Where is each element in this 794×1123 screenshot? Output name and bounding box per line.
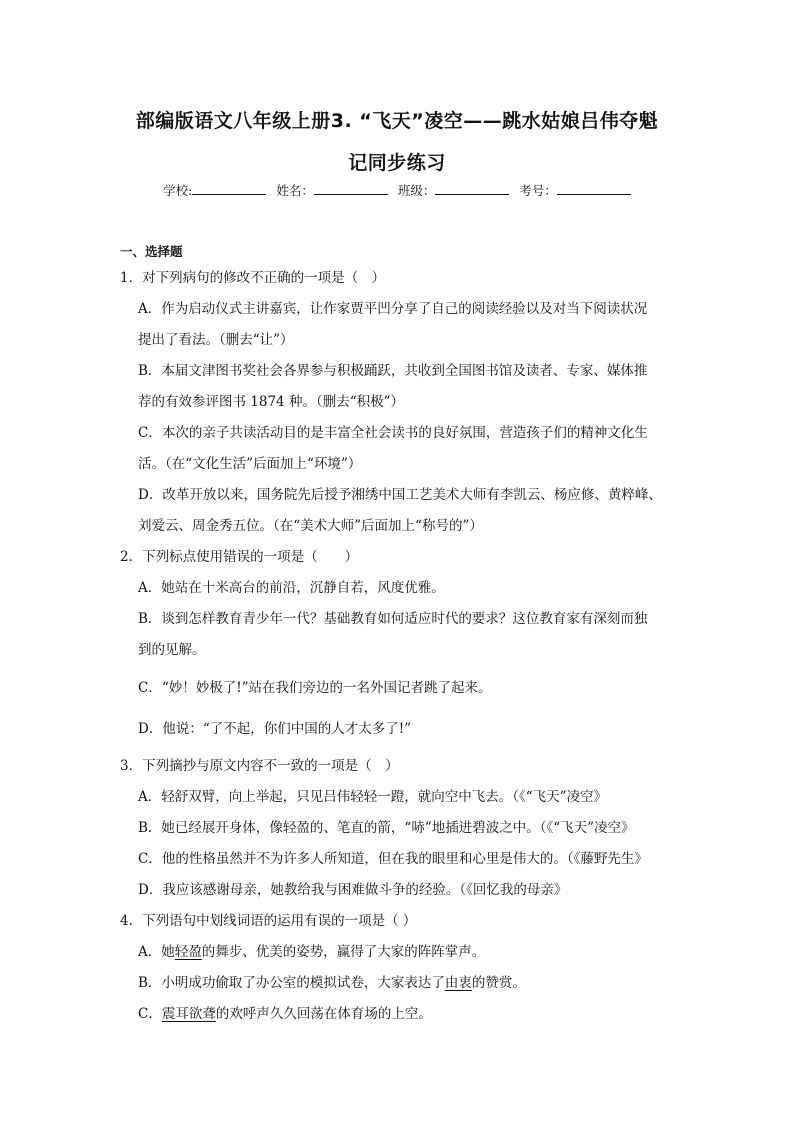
- question-2-option-a: A．她站在十米高台的前沿，沉静自若，风度优雅。: [138, 580, 445, 596]
- section-heading: 一、选择题: [120, 244, 183, 259]
- name-label: 姓名：: [276, 183, 314, 198]
- option-text: C．: [138, 1006, 162, 1022]
- class-label: 班级：: [397, 183, 436, 198]
- document-title-line-2: 记同步练习: [348, 152, 446, 174]
- option-text: B．小明成功偷取了办公室的模拟试卷，大家表达了: [138, 975, 445, 991]
- school-label: 学校:: [163, 183, 193, 198]
- question-2-stem: 2．下列标点使用错误的一项是（ ）: [120, 549, 359, 565]
- underlined-word: 轻盈: [174, 944, 202, 960]
- question-1-option-b: B．本届文津图书奖社会各界参与积极踊跃，共收到全国图书馆及读者、专家、媒体推: [138, 363, 648, 379]
- question-2-option-d: D．他说：“了不起，你们中国的人才太多了!”: [138, 721, 412, 737]
- question-3-option-d: D．我应该感谢母亲，她教给我与困难做斗争的经验。（《回忆我的母亲》: [138, 882, 568, 898]
- question-1-option-c: C．本次的亲子共读活动目的是丰富全社会读书的良好氛围，营造孩子们的精神文化生: [138, 425, 648, 441]
- underlined-word: 由衷: [444, 975, 472, 991]
- question-3-option-b: B．她已经展开身体，像轻盈的、笔直的箭，“哧”地插进碧波之中。（《“飞天”凌空》: [138, 820, 635, 836]
- student-info-row: [0, 181, 794, 199]
- question-1-option-a: A．作为启动仪式主讲嘉宾，让作家贾平凹分享了自己的阅读经验以及对当下阅读状况: [138, 301, 648, 317]
- question-2-option-c: C．“妙！妙极了!”站在我们旁边的一名外国记者跳了起来。: [138, 680, 492, 696]
- question-4-option-c: [138, 1005, 432, 1023]
- option-text: 的欢呼声久久回荡在体育场的上空。: [215, 1006, 432, 1022]
- question-1-option-d-cont: 刘爱云、周金秀五位。（在“美术大师”后面加上“称号的”）: [138, 518, 483, 534]
- question-4-option-b: [138, 974, 526, 992]
- question-1-option-d: D．改革开放以来，国务院先后授予湘绣中国工艺美术大师有李凯云、杨应修、黄粹峰、: [138, 487, 662, 503]
- class-blank[interactable]: [435, 182, 509, 195]
- school-blank[interactable]: [192, 182, 266, 195]
- question-3-stem: 3．下列摘抄与原文内容不一致的一项是（ ）: [120, 758, 399, 774]
- question-3-option-a: A．轻舒双臂，向上举起，只见吕伟轻轻一蹬，就向空中飞去。（《“飞天”凌空》: [138, 789, 608, 805]
- option-text: 的舞步、优美的姿势，赢得了大家的阵阵掌声。: [201, 944, 486, 960]
- question-1-option-a-cont: 提出了看法。（删去“让”）: [138, 332, 294, 348]
- question-4-stem: 4．下列语句中划线词语的运用有误的一项是（ ）: [120, 913, 417, 929]
- question-2-option-b: B．谈到怎样教育青少年一代？基础教育如何适应时代的要求？这位教育家有深刻而独: [138, 611, 648, 627]
- question-4-option-a: [138, 943, 485, 961]
- exam-number-blank[interactable]: [557, 182, 631, 195]
- underlined-word: 震耳欲聋: [161, 1006, 216, 1022]
- question-1-stem: 1．对下列病句的修改不正确的一项是（ ）: [120, 270, 386, 286]
- question-3-option-c: C．他的性格虽然并不为许多人所知道，但在我的眼里和心里是伟大的。（《藤野先生》: [138, 851, 648, 867]
- option-text: A．她: [138, 944, 175, 960]
- question-2-option-b-cont: 到的见解。: [138, 642, 206, 658]
- document-title-line-1: 部编版语文八年级上册3. “飞天”凌空——跳水姑娘吕伟夺魁: [135, 110, 659, 132]
- name-blank[interactable]: [314, 182, 388, 195]
- question-1-option-b-cont: 荐的有效参评图书 1874 种。（删去“积极”）: [138, 394, 404, 410]
- question-1-option-c-cont: 活。（在“文化生活”后面加上“环境”）: [138, 456, 362, 472]
- exam-number-label: 考号：: [519, 183, 557, 198]
- option-text: 的赞赏。: [471, 975, 526, 991]
